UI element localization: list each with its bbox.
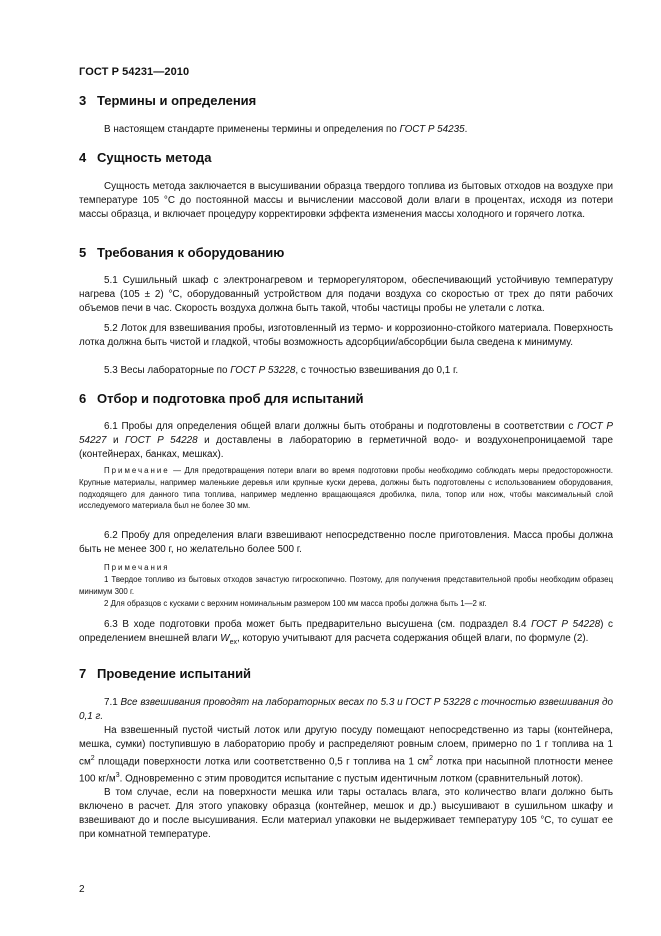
text-run: ) с определением внешней влаги — [79, 619, 613, 644]
variable-w: W — [220, 633, 230, 644]
text-run: На взвешенный пустой чистый лоток или другую посуду помещают непосредственно из тары (контейнера, мешка, сумки) поступившую в лабораторию пробу и распределяют ровным слоем, примерно по 1 г топлива на 1 см — [79, 725, 613, 768]
note-label: Примечание — [104, 466, 170, 475]
reference-gost-53228: ГОСТ Р 53228 — [230, 365, 296, 376]
reference-gost-54227: ГОСТ Р 54227 — [79, 421, 614, 446]
text-run: , с точностью взвешивания до 0,1 г. — [295, 365, 459, 376]
section-5-number: 5 — [79, 245, 87, 260]
section-7-number: 7 — [79, 666, 87, 681]
variable-subscript: ex — [229, 638, 237, 646]
superscript: 2 — [90, 755, 95, 762]
note-text: — Для предотвращения потери влаги во время подготовки пробы необходимо соблюдать меры предосторожности. Крупные материалы, например маленькие деревья или крупные куски дерева, должны быть подготовлены с использованием оборудования, подходящего для данного типа топлива, например медленно вращающаяся дробилка, пила, топор или нож, чтобы максимальный слой исследуемого материала был не более 30 мм. — [79, 466, 613, 511]
clause-5-1: 5.1 Сушильный шкаф с электронагревом и терморегулятором, обеспечивающий устойчивую температуру нагрева (105 ± 2) °С, оборудованный устройством для подачи воздуха со скоростью от трех до пяти рабочих объемов печи в час. Скорость воздуха должна быть такой, чтобы частицы пробы не улетали с лотка. — [79, 275, 613, 314]
reference-gost-54235: ГОСТ Р 54235 — [399, 124, 465, 135]
text-run: , которую учитывают для расчета содержания общей влаги, по формуле (2). — [236, 633, 589, 644]
clause-7-1 — [79, 696, 613, 724]
note-6-2-1: 1 Твердое топливо из бытовых отходов зачастую гигроскопично. Поэтому, для получения представительной пробы необходим образец минимум 300 г. — [79, 575, 613, 596]
section-5-title: Требования к оборудованию — [97, 245, 285, 260]
section-6-number: 6 — [79, 391, 87, 406]
text-run: 6.1 Пробы для определения общей влаги должны быть отобраны и подготовлены в соответствии с — [104, 421, 578, 432]
text-run: и доставлены в лабораторию в герметичной водо- и воздухонепроницаемой таре (контейнерах, банках, мешках). — [79, 435, 613, 460]
text-run: 7.1 — [104, 697, 121, 708]
section-4-title: Сущность метода — [97, 150, 212, 165]
section-6-title: Отбор и подготовка проб для испытаний — [97, 391, 364, 406]
clause-6-2: 6.2 Пробу для определения влаги взвешивают непосредственно после приготовления. Масса пробы должна быть не менее 300 г, но желательно более 500 г. — [79, 530, 613, 555]
text-run: лотка при насыпной плотности менее 100 кг/м — [79, 756, 613, 785]
clause-6-3 — [79, 618, 613, 650]
section-7-title: Проведение испытаний — [97, 666, 252, 681]
text-run: 5.3 Весы лабораторные по — [104, 365, 231, 376]
standard-header: ГОСТ Р 54231—2010 — [79, 66, 190, 78]
note-6-1 — [79, 465, 613, 512]
text-run: В настоящем стандарте применены термины и определения по — [104, 124, 400, 135]
section-4-heading — [79, 150, 212, 165]
text-run: . — [464, 124, 468, 135]
clause-5-3 — [79, 364, 613, 378]
text-run: 6.3 В ходе подготовки проба может быть предварительно высушена (см. подраздел 8.4 — [104, 619, 532, 630]
section-3-heading — [79, 93, 256, 108]
text-run: . Одновременно с этим проводится испытание с пустым идентичным лотком (сравнительный лоток). — [119, 773, 584, 785]
notes-label — [79, 562, 613, 574]
reference-gost-54228: ГОСТ Р 54228 — [531, 619, 601, 630]
section-4-paragraph: Сущность метода заключается в высушивании образца твердого топлива из бытовых отходов на воздухе при температуре 105 °С до постоянной массы и вычислении массовой доли влаги в процентах, исходя из потери массы образца, и включает процедуру корректировки эффекта изменения массы холодного и горячего лотка. — [79, 181, 613, 220]
text-run: и — [106, 435, 126, 446]
reference-gost-54228: ГОСТ Р 54228 — [125, 435, 198, 446]
text-run: площади поверхности лотка или соответственно 0,5 г топлива на 1 см — [94, 756, 430, 768]
section-3-title: Термины и определения — [97, 93, 257, 108]
superscript: 3 — [115, 772, 120, 780]
section-4-number: 4 — [79, 150, 87, 165]
section-7-heading — [79, 666, 251, 681]
section-3-number: 3 — [79, 93, 87, 108]
notes-label-text: Примечания — [104, 563, 170, 572]
clause-7-paragraph-2 — [79, 724, 613, 787]
section-3-paragraph — [79, 123, 613, 137]
clause-6-1 — [79, 420, 613, 462]
section-6-heading — [79, 391, 364, 406]
clause-5-2: 5.2 Лоток для взвешивания пробы, изготовленный из термо- и коррозионно-стойкого материала. Поверхность лотка должна быть чистой и гладкой, чтобы возможность адсорбции/абсорбции была сведена к минимуму. — [79, 323, 613, 348]
section-5-heading — [79, 245, 284, 260]
superscript: 2 — [429, 755, 433, 762]
clause-7-paragraph-3: В том случае, если на поверхности мешка или тары осталась влага, это количество влаги должно быть включено в расчет. Для этого упаковку образца (контейнер, мешок и др.) высушивают в сушильном шкафу и взвешивают до и после высушивания. Если материал упаковки не выдерживает температуру 105 °С, то сушат ее при комнатной температуре. — [79, 787, 613, 840]
italic-text: Все взвешивания проводят на лабораторных весах по 5.3 и ГОСТ Р 53228 с точностью взвешивания до 0,1 г. — [79, 697, 613, 722]
page-number: 2 — [79, 884, 85, 895]
note-6-2-2: 2 Для образцов с кусками с верхним номинальным размером 100 мм масса пробы должна быть 1—2 кг. — [104, 599, 487, 608]
